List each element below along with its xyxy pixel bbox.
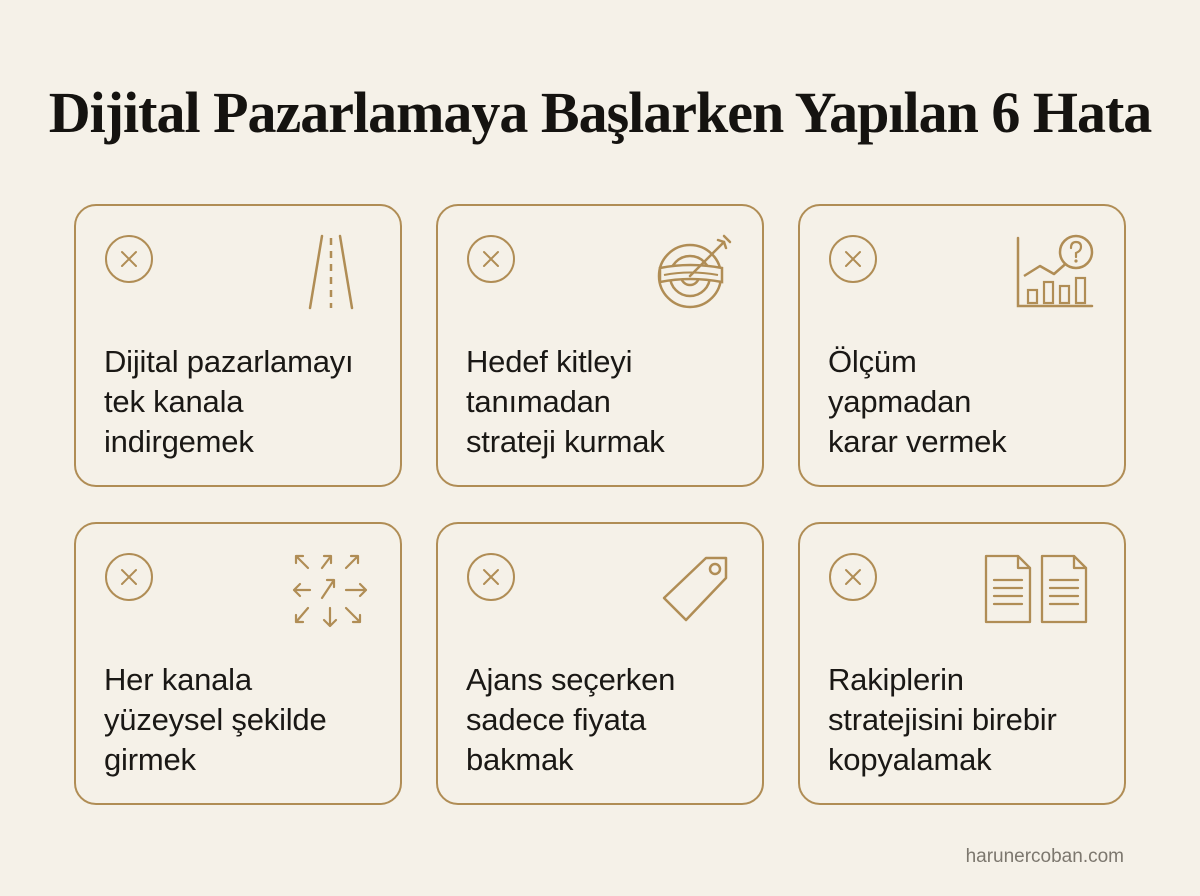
card-text: Ajans seçerken sadece fiyata bakmak: [466, 662, 676, 777]
card-text: Rakiplerin stratejisini birebir kopyalamak: [828, 662, 1057, 777]
footer-website: harunercoban.com: [965, 846, 1124, 867]
x-circle-icon: [828, 552, 878, 602]
x-circle-icon: [828, 234, 878, 284]
mistake-card-4: [74, 522, 402, 805]
card-text: Dijital pazarlamayı tek kanala indirgemek: [104, 344, 354, 459]
mistake-card-3: [798, 204, 1126, 487]
card-text: Ölçüm yapmadan karar vermek: [828, 344, 1007, 459]
chart-question-icon: [1014, 232, 1096, 314]
road-icon: [290, 232, 372, 314]
x-circle-icon: [466, 234, 516, 284]
copy-documents-icon: [980, 550, 1100, 632]
mistake-card-1: [74, 204, 402, 487]
page-title: Dijital Pazarlamaya Başlarken Yapılan 6 Hata: [48, 80, 1152, 145]
x-circle-icon: [104, 234, 154, 284]
price-tag-icon: [652, 550, 734, 632]
scattered-arrows-icon: [290, 550, 372, 632]
card-text: Her kanala yüzeysel şekilde girmek: [104, 662, 327, 777]
mistake-card-5: [436, 522, 764, 805]
blindfolded-target-icon: [652, 232, 734, 314]
x-circle-icon: [466, 552, 516, 602]
mistake-card-2: [436, 204, 764, 487]
card-text: Hedef kitleyi tanımadan strateji kurmak: [466, 344, 665, 459]
mistake-card-6: [798, 522, 1126, 805]
x-circle-icon: [104, 552, 154, 602]
